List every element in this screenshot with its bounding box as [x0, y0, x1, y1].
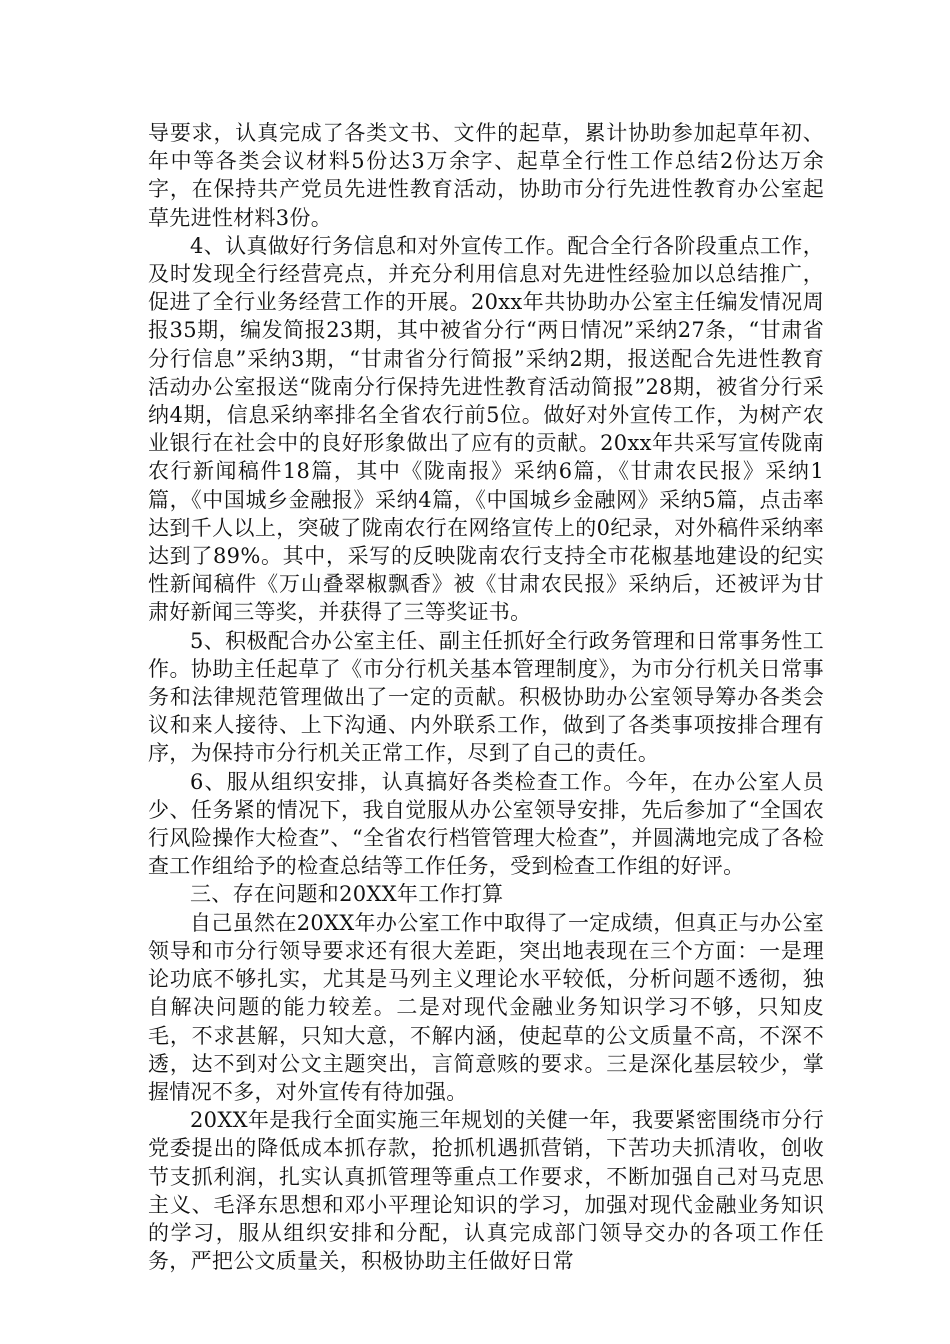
body-paragraph: 6、服从组织安排，认真搞好各类检查工作。今年，在办公室人员少、任务紧的情况下，我自觉服从办公室领导安排，先后参加了“全国农行风险操作大检查”、“全省农行档管管理大检查”，并圆满地完成了各检查工作组给予的检查总结等工作任务，受到检查工作组的好评。 — [148, 769, 824, 879]
document-page — [148, 119, 824, 1275]
body-paragraph: 5、积极配合办公室主任、副主任抓好全行政务管理和日常事务性工作。协助主任起草了《市分行机关基本管理制度》，为市分行机关日常事务和法律规范管理做出了一定的贡献。积极协助办公室领导筹办各类会议和来人接待、上下沟通、内外联系工作，做到了各类事项按排合理有序，为保持市分行机关正常工作，尽到了自己的责任。 — [148, 628, 824, 766]
body-paragraph: 导要求，认真完成了各类文书、文件的起草，累计协助参加起草年初、年中等各类会议材料5份达3万余字、起草全行性工作总结2份达万余字，在保持共产党员先进性教育活动，协助市分行先进性教育办公室起草先进性材料3份。 — [148, 121, 824, 230]
body-paragraph: 自己虽然在20XX年办公室工作中取得了一定成绩，但真正与办公室领导和市分行领导要求还有很大差距，突出地表现在三个方面：一是理论功底不够扎实，尤其是马列主义理论水平较低，分析问题不透彻，独自解决问题的能力较差。二是对现代金融业务知识学习不够，只知皮毛，不求甚解，只知大意，不解内涵，使起草的公文质量不高，不深不透，达不到对公文主题突出，言简意赅的要求。三是深化基层较少，掌握情况不多，对外宣传有待加强。 — [148, 910, 824, 1104]
section-heading: 三、存在问题和20XX年工作打算 — [190, 882, 504, 907]
body-paragraph: 4、认真做好行务信息和对外宣传工作。配合全行各阶段重点工作，及时发现全行经营亮点，并充分利用信息对先进性经验加以总结推广，促进了全行业务经营工作的开展。20xx年共协助办公室主任编发情况周报35期，编发简报23期，其中被省分行“两日情况”采纳27条，“甘肃省分行信息”采纳3期，“甘肃省分行简报”采纳2期，报送配合先进性教育活动办公室报送“陇南分行保持先进性教育活动简报”28期，被省分行采纳4期，信息采纳率排名全省农行前5位。做好对外宣传工作，为树产农业银行在社会中的良好形象做出了应有的贡献。20xx年共采写宣传陇南农行新闻稿件18篇，其中《陇南报》采纳6篇，《甘肃农民报》采纳1篇，《中国城乡金融报》采纳4篇，《中国城乡金融网》采纳5篇，点击率达到千人以上，突破了陇南农行在网络宣传上的0纪录，对外稿件采纳率达到了89%。其中，采写的反映陇南农行支持全市花椒基地建设的纪实性新闻稿件《万山叠翠椒飘香》被《甘肃农民报》采纳后，还被评为甘肃好新闻三等奖，并获得了三等奖证书。 — [148, 233, 824, 625]
body-paragraph: 20XX年是我行全面实施三年规划的关健一年，我要紧密围绕市分行党委提出的降低成本抓存款，抢抓机遇抓营销，下苦功夫抓清收，创收节支抓利润，扎实认真抓管理等重点工作要求，不断加强自己对马克思主义、毛泽东思想和邓小平理论知识的学习，加强对现代金融业务知识的学习，服从组织安排和分配，认真完成部门领导交办的各项工作任务，严把公文质量关，积极协助主任做好日常 — [148, 1108, 824, 1274]
